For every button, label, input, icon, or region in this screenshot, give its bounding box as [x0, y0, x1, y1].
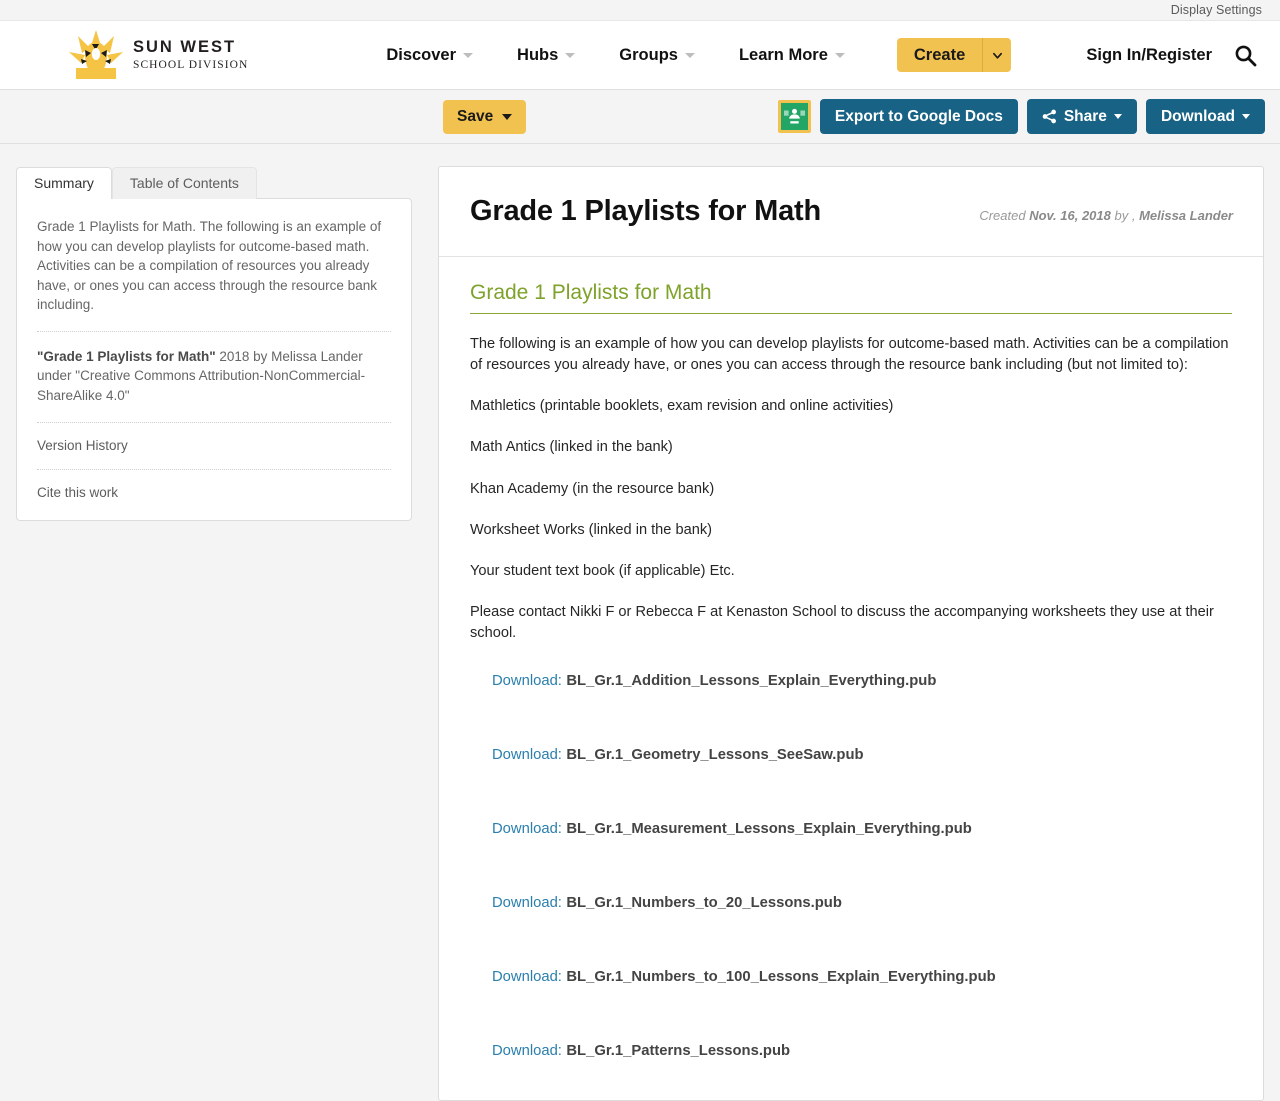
download-list-item [470, 894, 1232, 912]
save-button[interactable] [443, 100, 526, 134]
tab-summary[interactable]: Summary [16, 167, 112, 199]
attribution-text [37, 347, 391, 406]
caret-down-icon [1242, 114, 1250, 119]
site-header [0, 21, 1280, 90]
search-icon [1233, 43, 1258, 68]
google-classroom-icon [784, 107, 805, 126]
download-list-item [470, 968, 1232, 986]
divider [37, 422, 391, 423]
download-button-label: Download [1160, 107, 1235, 125]
chevron-down-icon [685, 53, 695, 58]
body-paragraph: Worksheet Works (linked in the bank) [470, 521, 712, 538]
body-paragraph: Please contact Nikki F or Rebecca F at Kenaston School to discuss the accompanying worksheets they use at their school. [470, 604, 1214, 642]
nav-item-groups[interactable] [597, 46, 717, 65]
download-list-item [470, 1042, 1232, 1060]
site-logo[interactable] [68, 30, 248, 80]
tab-table-of-contents[interactable]: Table of Contents [112, 167, 257, 199]
chevron-down-icon [992, 50, 1003, 61]
document-content [439, 257, 1263, 1100]
download-filename: BL_Gr.1_Addition_Lessons_Explain_Everything.pub [566, 673, 937, 690]
download-filename: BL_Gr.1_Numbers_to_20_Lessons.pub [566, 895, 842, 912]
section-heading: Grade 1 Playlists for Math [470, 281, 1232, 314]
sun-west-sunburst-icon [68, 30, 124, 80]
nav-item-label: Discover [386, 45, 457, 64]
sidebar-summary-card [16, 198, 412, 521]
create-dropdown-toggle[interactable] [982, 38, 1011, 72]
header-right-group [1086, 43, 1258, 68]
download-link[interactable]: Download: [492, 1043, 562, 1060]
body-paragraph: The following is an example of how you can develop playlists for outcome-based math. Activities can be a compilation of resources you already have, or ones you can access through the resource bank including (but not limited to): [470, 336, 1229, 374]
divider [37, 469, 391, 470]
download-list-item [470, 746, 1232, 764]
caret-down-icon [502, 114, 512, 120]
meta-created-label: Created [979, 208, 1030, 223]
document-panel [438, 166, 1264, 1101]
download-filename: BL_Gr.1_Numbers_to_100_Lessons_Explain_Everything.pub [566, 969, 996, 986]
chevron-down-icon [565, 53, 575, 58]
save-button-label: Save [457, 107, 494, 125]
download-link[interactable]: Download: [492, 673, 562, 690]
download-list-item [470, 672, 1232, 690]
download-filename: BL_Gr.1_Measurement_Lessons_Explain_Everything.pub [566, 821, 972, 838]
version-history-link[interactable]: Version History [37, 437, 128, 453]
toolbar-right-group [778, 99, 1265, 134]
create-button-group [897, 38, 1011, 72]
logo-line-secondary: SCHOOL DIVISION [133, 58, 249, 71]
nav-item-label: Learn More [738, 45, 828, 64]
attribution-title: "Grade 1 Playlists for Math" [37, 348, 216, 364]
nav-item-hubs[interactable] [495, 46, 597, 65]
download-link[interactable]: Download: [492, 969, 562, 986]
body-paragraph: Your student text book (if applicable) Etc. [470, 562, 735, 579]
caret-down-icon [1114, 114, 1122, 119]
export-to-google-docs-button[interactable] [820, 99, 1018, 134]
document-action-toolbar [0, 90, 1280, 144]
download-list [470, 672, 1232, 1060]
share-button-label: Share [1063, 107, 1107, 125]
download-filename: BL_Gr.1_Patterns_Lessons.pub [566, 1043, 791, 1060]
attribution-rest: 2018 by Melissa Lander under "Creative Commons Attribution-NonCommercial-ShareAlike 4.0" [37, 348, 366, 403]
page-body [0, 144, 1280, 1101]
nav-item-discover[interactable] [364, 46, 495, 65]
download-link[interactable]: Download: [492, 821, 562, 838]
cite-this-work-link[interactable]: Cite this work [37, 484, 119, 500]
share-button[interactable] [1027, 99, 1137, 134]
logo-line-primary: SUN WEST [133, 38, 237, 56]
download-link[interactable]: Download: [492, 747, 562, 764]
chevron-down-icon [835, 53, 845, 58]
utility-bar [0, 0, 1280, 21]
body-paragraph: Math Antics (linked in the bank) [470, 439, 673, 456]
main-navigation [364, 38, 1011, 72]
divider [37, 331, 391, 332]
document-metadata [979, 208, 1233, 223]
export-button-label: Export to Google Docs [834, 107, 1003, 125]
sign-in-register-link[interactable]: Sign In/Register [1086, 45, 1212, 64]
share-to-google-classroom-button[interactable] [778, 100, 811, 133]
nav-item-label: Groups [619, 45, 678, 64]
body-paragraph: Khan Academy (in the resource bank) [470, 480, 715, 497]
share-icon [1042, 109, 1057, 124]
display-settings-link[interactable]: Display Settings [1170, 3, 1262, 17]
download-button[interactable] [1146, 99, 1265, 134]
page-title: Grade 1 Playlists for Math [470, 195, 821, 227]
nav-item-label: Hubs [517, 45, 559, 64]
document-header [439, 167, 1263, 257]
nav-item-learn-more[interactable] [717, 46, 867, 65]
download-list-item [470, 820, 1232, 838]
logo-wordmark [133, 39, 248, 71]
create-button[interactable]: Create [897, 38, 982, 72]
meta-created-date: Nov. 16, 2018 [1029, 208, 1111, 223]
chevron-down-icon [463, 53, 473, 58]
meta-by-label: by , [1110, 208, 1140, 223]
body-paragraph: Mathletics (printable booklets, exam revision and online activities) [470, 398, 894, 415]
download-filename: BL_Gr.1_Geometry_Lessons_SeeSaw.pub [566, 747, 864, 764]
sidebar-tabs [16, 166, 412, 198]
sidebar [16, 166, 412, 521]
search-button[interactable] [1233, 43, 1258, 68]
download-link[interactable]: Download: [492, 895, 562, 912]
summary-description: Grade 1 Playlists for Math. The following is an example of how you can develop playlists for outcome-based math. Activities can be a compilation of resources you already have, or ones you can access through the resource bank including. [37, 219, 382, 313]
meta-author: Melissa Lander [1139, 208, 1233, 223]
